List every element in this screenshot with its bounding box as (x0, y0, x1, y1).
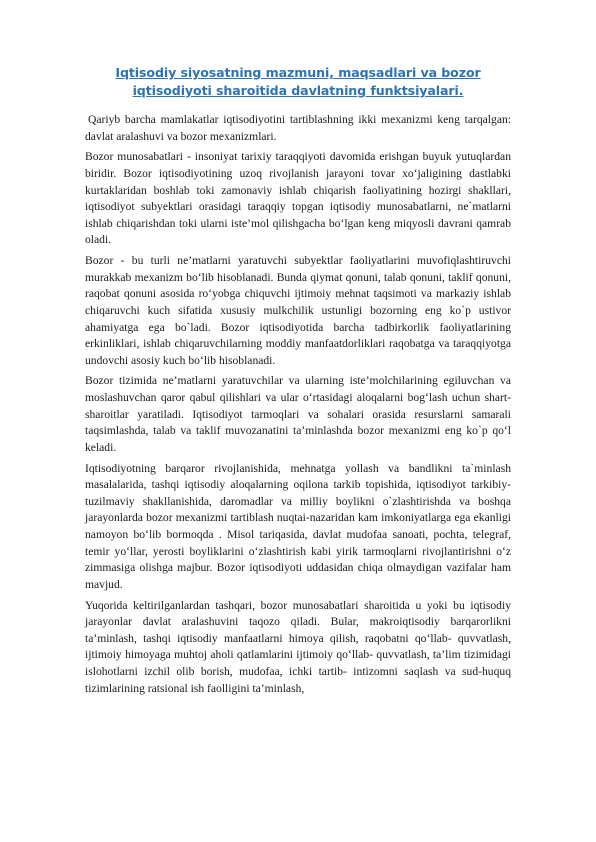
paragraph-market-relations: Bozor munosabatlari - insoniyat tarixiy taraqqiyoti davomida erishgan buyuk yutuqlardan biridir. Bozor iqtisodiyotining uzoq rivojlanish jarayoni tovar xo‘jaligining dastlabki kurtaklaridan boshlab toki zamonaviy ishlab chiqarish faoliyatining hozirgi shakllari, iqtisodiyot subyektlari orasidagi taraqqiy topgan iqtisodiy munosabatlarni, ne`matlarni ishlab chiqarishdan toki ularni iste’mol qilishgacha bo‘lgan keng miqyosli davrani qamrab oladi. (85, 150, 511, 247)
paragraph-market-system: Bozor tizimida ne’matlarni yaratuvchilar va ularning iste’molchilarining egiluvchan va moslashuvchan qaror qabul qilishlari va ular o‘rtasidagi aloqalarni bog‘lash uchun shart-sharoitlar yaratiladi. Iqtisodiyot tarmoqlari va sohalari orasida resurslarni samarali taqsimlashda, talab va taklif muvozanatini ta’minlashda bozor mexanizmi eng ko`p qo‘l keladi. (85, 374, 511, 454)
paragraph-state-intervention: Yuqorida keltirilganlardan tashqari, bozor munosabatlari sharoitida u yoki bu iqtisodiy jarayonlar davlat aralashuvini taqozo qiladi. Bular, makroiqtisodiy barqarorlikni ta’minlash, tashqi iqtisodiy manfaatlarni himoya qilish, raqobatni qo‘llab- quvvatlash, ijtimoiy himoyaga muhtoj aholi qatlamlarini ijtimoiy qo‘llab- quvvatlash, ta’lim tizimidagi islohotlarni izchil olib borish, mudofaa, ichki tartib- intizomni saqlash va sud-huquq tizimlarining ratsional ish faolligini ta’minlash, (85, 598, 511, 695)
paragraph-market-limits: Iqtisodiyotning barqaror rivojlanishida, mehnatga yollash va bandlikni ta`minlash masalalarida, tashqi iqtisodiy aloqalarning oqilona tarkib topishida, iqtisodiyot tarkibiy- tuzilmaviy shakllanishida, daromadlar va milliy boylikni o`zlashtirishda va boshqa jarayonlarda bozor mexanizmi tartiblash nuqtai-nazaridan kam imkoniyatlarga ega ekanligi namoyon bo‘lib bormoqda . Misol tariqasida, davlat mudofaa sanoati, pochta, telegraf, temir yo‘llar, yerosti boyliklarini o‘zlashtirish kabi yirik tarmoqlarni rivojlantirishni o‘z zimmasiga olishga majbur. Bozor iqtisodiyoti uddasidan chiqa olmaydigan vazifalar ham mavjud. (85, 461, 511, 591)
document-title: Iqtisodiy siyosatning mazmuni, maqsadlari va bozor iqtisodiyoti sharoitida davlatning funktsiyalari. (115, 65, 481, 98)
document-page (85, 64, 511, 701)
paragraph-intro: Qariyb barcha mamlakatlar iqtisodiyotini tartiblashning ikki mexanizmi keng tarqalgan: davlat aralashuvi va bozor mexanizmlari. (85, 113, 511, 143)
paragraph-market-mechanism: Bozor - bu turli ne’matlarni yaratuvchi subyektlar faoliyatlarini muvofiqlashtiruvchi murakkab mexanizm bo‘lib hisoblanadi. Bunda qiymat qonuni, talab qonuni, taklif qonuni, raqobat qonuni asosida ro‘yobga chiquvchi ijtimoiy mehnat taqsimoti va markaziy ishlab chiqaruvchi kuch sifatida xususiy mulkchilik ustunligi bozorning eng ko`p ustivor ahamiyatga ega bo`ladi. Bozor iqtisodiyotida barcha tadbirkorlik faoliyatlarining erkinliklari, ishlab chiqaruvchilarning moddiy manfaatdorliklari raqobatga va taraqqiyotga undovchi asosiy kuch bo‘lib hisoblanadi. (85, 254, 511, 367)
